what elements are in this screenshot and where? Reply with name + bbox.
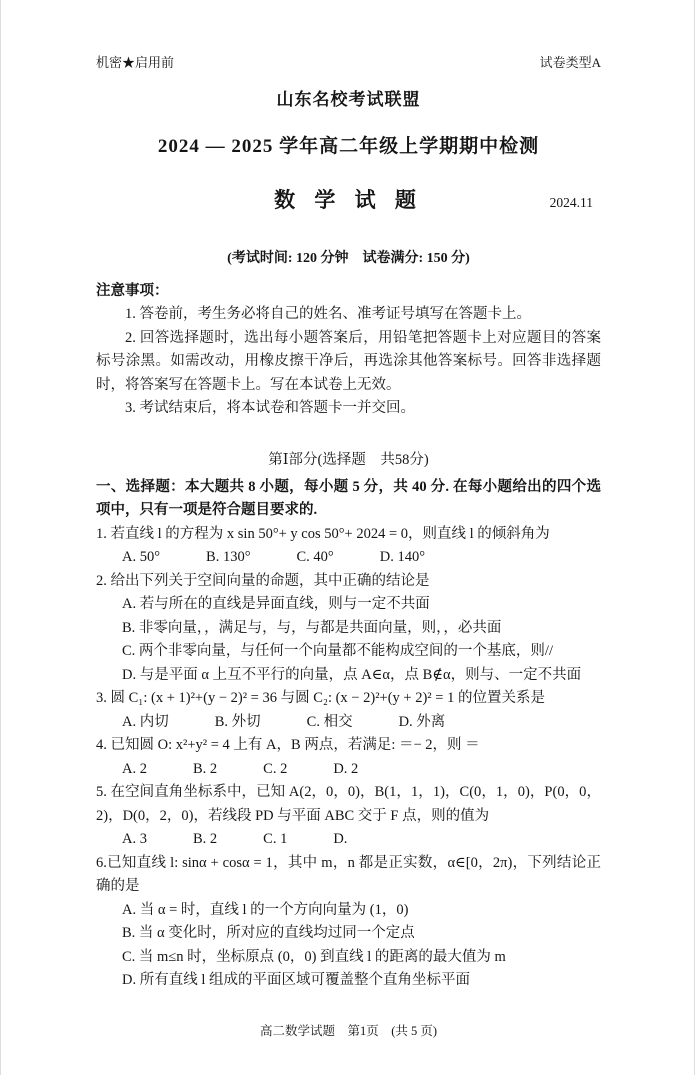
question-1 <box>96 523 601 570</box>
option: C. 当 m≤n 时，坐标原点 (0，0) 到直线 l 的距离的最大值为 m <box>122 948 506 965</box>
options-row <box>96 711 601 734</box>
question-6 <box>96 852 601 993</box>
option: D. 所有直线 l 组成的平面区域可覆盖整个直角坐标平面 <box>122 972 470 989</box>
question-4 <box>96 734 601 781</box>
options-row <box>96 758 601 781</box>
question-5 <box>96 781 601 851</box>
option: B. 非零向量，，满足与，与，与都是共面向量，则，，必共面 <box>122 619 502 636</box>
page-footer: 高二数学试题 第1页 (共 5 页) <box>259 1023 438 1038</box>
note-item-1: 1. 答卷前，考生务必将自己的姓名、准考证号填写在答题卡上。 <box>125 306 531 323</box>
option: B. 2 <box>192 831 218 848</box>
question-stem: 1. 若直线 l 的方程为 x sin 50°+ y cos 50°+ 2024 = 0，则直线 l 的倾斜角为 <box>96 525 550 542</box>
subject-row <box>96 184 601 214</box>
question-2 <box>96 570 601 687</box>
option: C. 两个非零向量，与任何一个向量都不能构成空间的一个基底，则// <box>122 643 553 660</box>
exam-info-line: (考试时间: 120 分钟 试卷满分: 150 分) <box>227 251 470 266</box>
note-item-2: 2. 回答选择题时，选出每小题答案后，用铅笔把答题卡上对应题目的答案标号涂黑。如需改动，用橡皮擦干净后，再选涂其他答案标号。回答非选择题时，将答案写在答题卡上。写在本试卷上无效。 <box>96 329 601 393</box>
exam-date: 2024.11 <box>549 195 593 210</box>
option: D. 与是平面 α 上互不平行的向量，点 A∈α，点 B∉α，则与、一定不共面 <box>122 666 582 683</box>
option: D. 140° <box>379 549 426 566</box>
option: C. 相交 <box>306 713 353 730</box>
page-header <box>96 52 601 71</box>
alliance-title: 山东名校考试联盟 <box>276 90 421 109</box>
notes-heading: 注意事项： <box>96 283 169 299</box>
paper-type-label: 试卷类型A <box>539 55 601 70</box>
section-intro: 一、选择题：本大题共 8 小题，每小题 5 分，共 40 分. 在每小题给出的四个选项中，只有一项是符合题目要求的. <box>96 478 601 519</box>
option: A. 若与所在的直线是异面直线，则与一定不共面 <box>122 596 430 613</box>
options-row <box>96 546 601 569</box>
question-3 <box>96 687 601 734</box>
option: D. 外离 <box>398 713 446 730</box>
subject-title: 数 学 试 题 <box>274 188 423 212</box>
exam-term-title: 2024 — 2025 学年高二年级上学期期中检测 <box>157 136 540 157</box>
option: B. 外切 <box>214 713 261 730</box>
option: C. 2 <box>263 760 288 777</box>
notes-section <box>96 280 601 421</box>
option: A. 内切 <box>122 713 169 730</box>
option: A. 50° <box>122 549 161 566</box>
confidential-label: 机密★启用前 <box>96 55 175 70</box>
question-stem: 3. 圆 C₁: (x + 1)²+(y − 2)² = 36 与圆 C₂: (x − 2)²+(y + 2)² = 1 的位置关系是 <box>96 690 545 707</box>
option: C. 1 <box>263 831 288 848</box>
question-stem: 2. 给出下列关于空间向量的命题，其中正确的结论是 <box>96 572 430 589</box>
option: B. 130° <box>206 549 251 566</box>
options-row <box>96 828 601 851</box>
option: A. 2 <box>122 760 147 777</box>
option: C. 40° <box>296 549 334 566</box>
option: D. <box>333 831 348 848</box>
option: A. 3 <box>122 831 147 848</box>
question-stem: 5. 在空间直角坐标系中，已知 A(2，0，0)，B(1，1，1)，C(0，1，0)，P(0，0，2)，D(0，2，0)，若线段 PD 与平面 ABC 交于 F 点，则的值为 <box>96 784 601 824</box>
option: A. 当 α = 时，直线 l 的一个方向向量为 (1，0) <box>122 901 409 918</box>
note-item-3: 3. 考试结束后，将本试卷和答题卡一并交回。 <box>125 400 415 417</box>
option: B. 当 α 变化时，所对应的直线均过同一个定点 <box>122 925 415 942</box>
option: D. 2 <box>333 760 359 777</box>
question-stem: 4. 已知圆 O: x²+y² = 4 上有 A，B 两点，若满足: ＝− 2，则 ＝ <box>96 737 480 754</box>
option: B. 2 <box>192 760 218 777</box>
part1-heading: 第Ⅰ部分(选择题 共58分) <box>268 451 429 468</box>
question-stem: 6.已知直线 l: sinα + cosα = 1，其中 m，n 都是正实数，α∈[0，2π)，下列结论正确的是 <box>96 854 601 895</box>
